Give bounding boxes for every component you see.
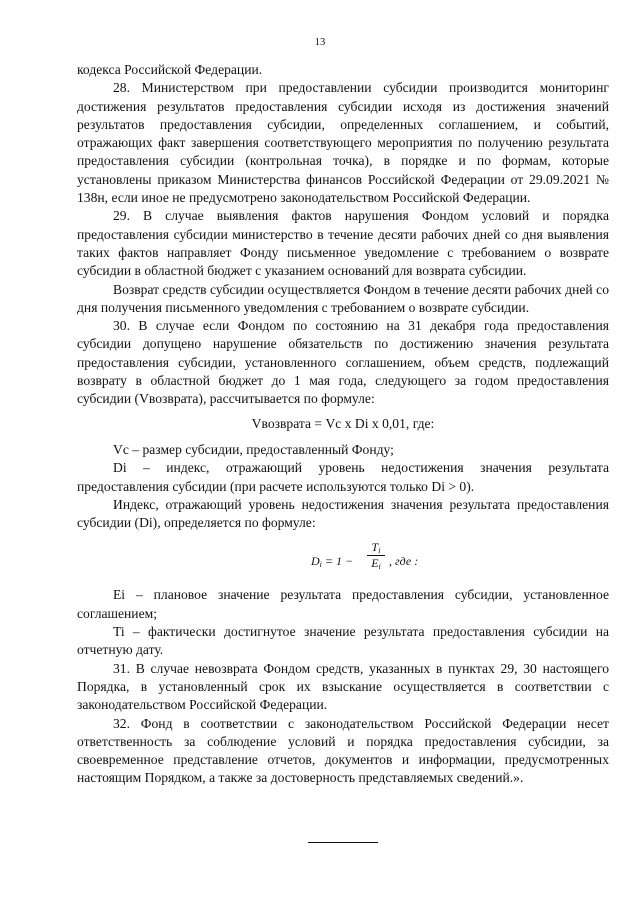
paragraph-item-29: 29. В случае выявления фактов нарушения Фондом условий и порядка предоставления субсидии министерство в течение десяти рабочих дней со дня выявления таких фактов направляет Фонду письменное уведомление с требованием о возврате субсидии в областной бюджет с указанием оснований для возврата субсидии. (77, 208, 609, 279)
formula-fraction (367, 540, 385, 571)
paragraph-item-32: 32. Фонд в соответствии с законодательством Российской Федерации несет ответственность за соблюдение условий и порядка предоставления субсидии, за своевременное представление отчетов, документов и информации, предусмотренных настоящим Порядком, а также за достоверность представляемых сведений.». (77, 715, 609, 786)
paragraph-item-31: 31. В случае невозврата Фондом средств, указанных в пунктах 29, 30 настоящего Порядка, в установленный срок их взыскание осуществляется в соответствии с законодательством Российской Федерации. (77, 660, 609, 713)
page-number: 13 (314, 37, 326, 48)
closing-divider (308, 842, 378, 843)
paragraph-item-30: 30. В случае если Фондом по состоянию на 31 декабря года предоставления субсидии допущено нарушение обязательств по достижению значения результата предоставления субсидии, установленного соглашением, объем средств, подлежащий возврату в областной бюджет до 1 мая года, следующего за годом предоставления субсидии (Vвозврата), рассчитывается по формуле: (77, 318, 609, 407)
formula-numerator: $T_i$ (367, 540, 385, 556)
paragraph-continuation: кодекса Российской Федерации. (77, 62, 263, 77)
index-formula (77, 536, 609, 580)
paragraph-ei-definition: Ei – плановое значение результата предоставления субсидии, установленное соглашением; (77, 587, 609, 621)
paragraph-refund-terms: Возврат средств субсидии осуществляется Фондом в течение десяти рабочих дней со дня получения письменного уведомления с требованием о возврате субсидии. (77, 281, 609, 315)
paragraph-ti-definition: Ti – фактически достигнутое значение результата предоставления субсидии на отчетную дату. (77, 624, 609, 658)
page-body (77, 61, 609, 788)
paragraph-di-definition: Di – индекс, отражающий уровень недостижения значения результата предоставления субсидии (при расчете используются только Di > 0). (77, 460, 609, 494)
paragraph-item-28: 28. Министерством при предоставлении субсидии производится мониторинг достижения результатов предоставления субсидии исходя из достижения значений результатов предоставления субсидии, определенных соглашением, и событий, отражающих факт завершения соответствующего мероприятия по получению результата предоставления субсидии (контрольная точка), в порядке и по формам, которые установлены приказом Министерства финансов Российской Федерации от 29.09.2021 № 138н, если иное не предусмотрено законодательством Российской Федерации. (77, 80, 609, 206)
paragraph-vc-definition: Vc – размер субсидии, предоставленный Фонду; (113, 441, 394, 457)
formula-denominator: $E_i$ (371, 556, 381, 572)
formula-lhs: $D_i = 1$ − (311, 554, 354, 570)
formula-rhs: , где : (389, 554, 419, 569)
paragraph-index-intro: Индекс, отражающий уровень недостижения значения результата предоставления субсидии (Di), определяется по формуле: (77, 496, 609, 531)
refund-formula: Vвозврата = Vc x Di x 0,01, где: (251, 415, 435, 431)
